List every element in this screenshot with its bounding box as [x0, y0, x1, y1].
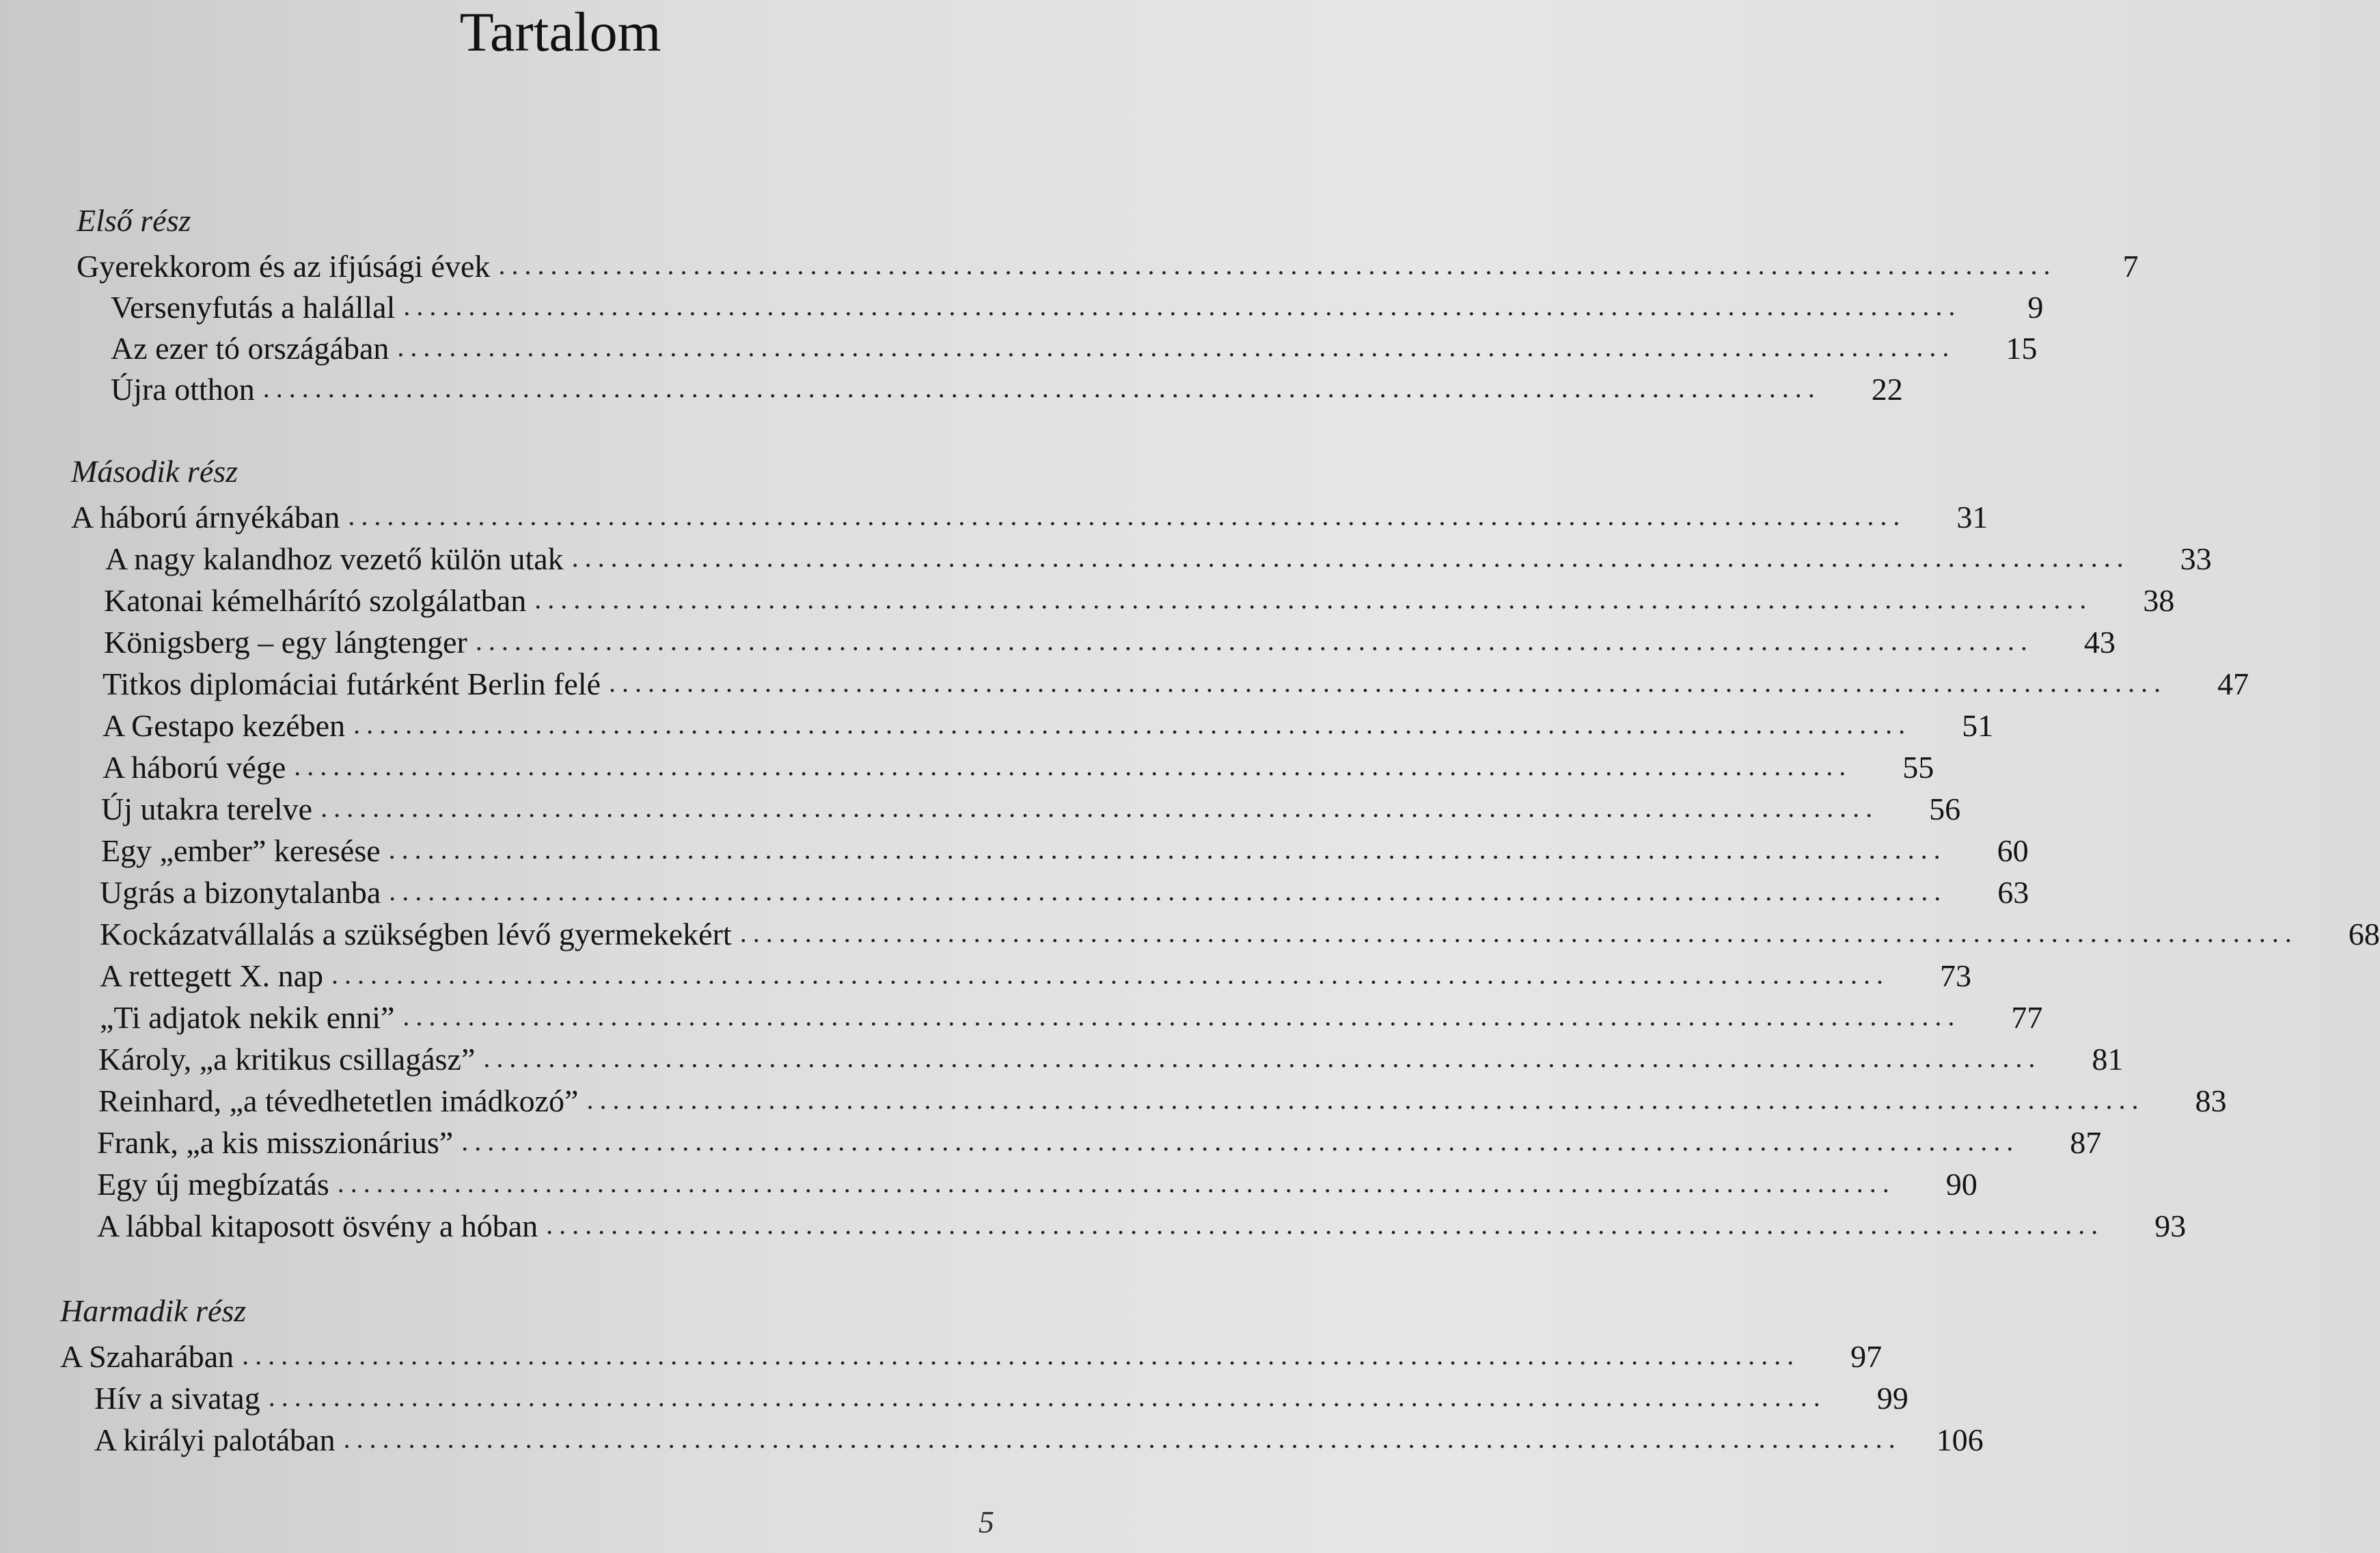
entry-page: 31 — [1956, 500, 1988, 535]
entry-page: 22 — [1871, 372, 1903, 407]
toc-entry — [97, 1206, 2187, 1245]
entry-title: Egy „ember” keresése — [101, 833, 381, 868]
dot-leader: ........................................................................................................................ — [343, 1423, 1902, 1454]
dot-leader: ........................................................................................................................ — [571, 542, 2130, 573]
toc-entry — [102, 747, 1934, 787]
dot-leader: ........................................................................................................................ — [320, 792, 1879, 823]
entry-title: Egy új megbízatás — [97, 1167, 329, 1202]
toc-entry — [97, 1164, 1978, 1204]
part-heading: Harmadik rész — [60, 1293, 247, 1328]
entry-title: A lábbal kitaposott ösvény a hóban — [97, 1208, 538, 1243]
dot-leader: ........................................................................................................................ — [389, 876, 1947, 906]
toc-entry — [94, 1420, 1984, 1459]
dot-leader: ........................................................................................................................ — [586, 1084, 2145, 1115]
entry-title: A királyi palotában — [94, 1422, 336, 1457]
dot-leader: ........................................................................................................................ — [331, 959, 1890, 990]
dot-leader: ........................................................................................................................ — [609, 667, 2167, 698]
dot-leader: ........................................................................................................................ — [461, 1126, 2020, 1157]
entry-title: Reinhard, „a tévedhetetlen imádkozó” — [98, 1083, 579, 1118]
dot-leader: ........................................................................................................................ — [268, 1381, 1827, 1412]
dot-leader: ........................................................................................................................ — [739, 917, 2298, 948]
entry-title: Hív a sivatag — [94, 1381, 260, 1416]
entry-page: 9 — [2027, 290, 2044, 325]
entry-page: 15 — [2006, 331, 2038, 366]
entry-page: 43 — [2083, 625, 2116, 660]
dot-leader: ........................................................................................................................ — [475, 625, 2034, 656]
entry-title: „Ti adjatok nekik enni” — [100, 1000, 395, 1035]
toc-entry — [100, 997, 2043, 1037]
entry-page: 33 — [2180, 541, 2212, 576]
dot-leader: ........................................................................................................................ — [483, 1042, 2042, 1073]
entry-title: Kockázatvállalás a szükségben lévő gyermekekért — [100, 917, 732, 951]
entry-title: Versenyfutás a halállal — [111, 290, 396, 325]
dot-leader: ........................................................................................................................ — [294, 751, 1852, 781]
entry-title: A nagy kalandhoz vezető külön utak — [105, 541, 564, 576]
entry-page: 77 — [2011, 1000, 2043, 1035]
entry-page: 93 — [2155, 1208, 2187, 1243]
entry-page: 7 — [2122, 249, 2139, 284]
dot-leader: ........................................................................................................................ — [397, 332, 1956, 362]
toc-entry — [97, 1122, 2102, 1162]
entry-page: 87 — [2070, 1125, 2102, 1160]
dot-leader: ........................................................................................................................ — [402, 1001, 1961, 1031]
toc-entry — [77, 246, 2139, 286]
entry-title: Új utakra terelve — [101, 792, 313, 826]
toc-entry — [60, 1336, 1883, 1376]
entry-title: Frank, „a kis misszionárius” — [97, 1125, 454, 1160]
entry-title: A háború vége — [102, 750, 286, 785]
entry-page: 90 — [1945, 1167, 1978, 1202]
entry-page: 106 — [1936, 1422, 1984, 1457]
dot-leader: ........................................................................................................................ — [242, 1340, 1801, 1370]
page-number: 5 — [979, 1504, 994, 1539]
dot-leader: ........................................................................................................................ — [348, 500, 1906, 531]
toc-entry — [100, 914, 2380, 954]
entry-title: Katonai kémelhárító szolgálatban — [104, 583, 527, 618]
entry-title: Károly, „a kritikus csillagász” — [98, 1042, 476, 1077]
toc-entry — [104, 622, 2116, 662]
toc-entry — [100, 872, 2029, 912]
entry-title: A Szaharában — [60, 1339, 234, 1374]
toc-entry — [111, 369, 1903, 409]
entry-page: 83 — [2195, 1083, 2227, 1118]
dot-leader: ........................................................................................................................ — [534, 584, 2093, 615]
entry-page: 38 — [2143, 583, 2175, 618]
dot-leader: ........................................................................................................................ — [262, 373, 1821, 403]
entry-title: Titkos diplomáciai futárként Berlin felé — [102, 666, 601, 701]
toc-entry — [105, 539, 2212, 578]
dot-leader: ........................................................................................................................ — [388, 834, 1947, 865]
dot-leader: ........................................................................................................................ — [403, 291, 1962, 321]
entry-title: Az ezer tó országában — [111, 331, 389, 366]
part-heading: Második rész — [71, 454, 238, 489]
entry-title: A Gestapo kezében — [102, 708, 346, 743]
dot-leader: ........................................................................................................................ — [353, 709, 1912, 740]
entry-page: 51 — [1962, 708, 1994, 743]
entry-title: A rettegett X. nap — [100, 958, 324, 993]
dot-leader: ........................................................................................................................ — [337, 1167, 1896, 1198]
entry-title: Ugrás a bizonytalanba — [100, 875, 381, 910]
entry-title: A háború árnyékában — [71, 500, 340, 535]
toc-entry — [111, 287, 2044, 327]
entry-page: 68 — [2348, 917, 2380, 951]
entry-page: 60 — [1997, 833, 2029, 868]
entry-title: Újra otthon — [111, 372, 255, 407]
part-heading: Első rész — [77, 203, 191, 238]
page-title: Tartalom — [459, 1, 661, 63]
toc-entry — [101, 830, 2029, 870]
entry-page: 97 — [1850, 1339, 1883, 1374]
toc-entry — [101, 789, 1961, 828]
entry-page: 47 — [2217, 666, 2249, 701]
toc-entry — [104, 580, 2175, 620]
entry-page: 63 — [1997, 875, 2029, 910]
toc-entry — [102, 705, 1994, 745]
entry-page: 56 — [1929, 792, 1961, 826]
toc-entry — [71, 497, 1988, 537]
entry-title: Gyerekkorom és az ifjúsági évek — [77, 249, 491, 284]
toc-entry — [111, 328, 2038, 368]
entry-page: 99 — [1876, 1381, 1909, 1416]
dot-leader: ........................................................................................................................ — [498, 249, 2057, 280]
toc-entry — [98, 1081, 2227, 1120]
toc-entry — [94, 1378, 1909, 1418]
entry-page: 55 — [1902, 750, 1934, 785]
entry-page: 73 — [1940, 958, 1972, 993]
toc-entry — [102, 664, 2249, 703]
toc-entry — [98, 1039, 2124, 1079]
entry-page: 81 — [2092, 1042, 2124, 1077]
toc-entry — [100, 956, 1972, 995]
entry-title: Königsberg – egy lángtenger — [104, 625, 467, 660]
dot-leader: ........................................................................................................................ — [546, 1209, 2105, 1240]
